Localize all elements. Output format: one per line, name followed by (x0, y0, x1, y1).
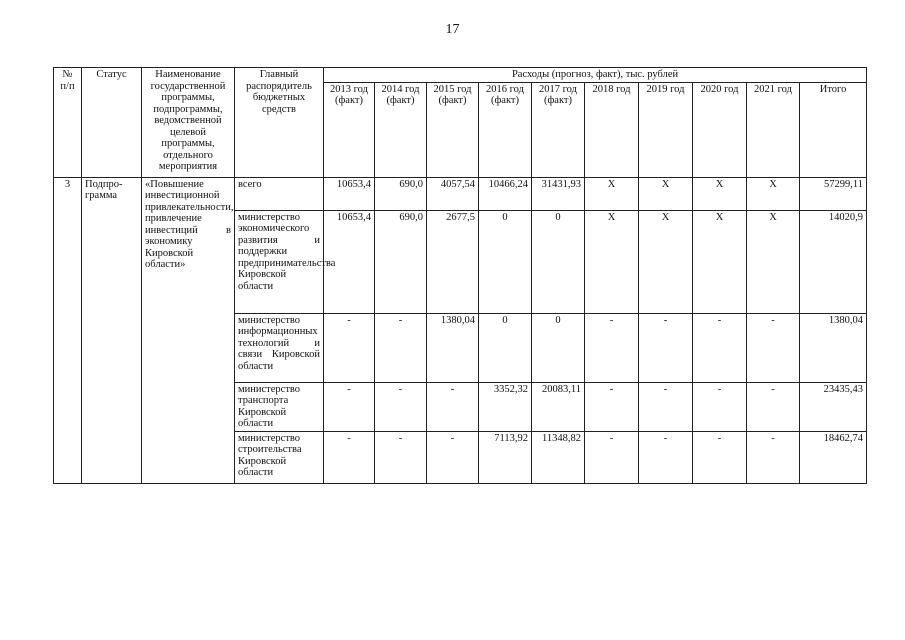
value-cell: - (585, 313, 639, 382)
value-cell: 0 (479, 210, 532, 313)
header-total: Итого (800, 82, 867, 177)
header-row (54, 68, 867, 83)
header-name: Наименование государственной программы, подпрограммы, ведомственной целевой программы, отдельного мероприятия (142, 68, 235, 178)
header-expenses: Расходы (прогноз, факт), тыс. рублей (324, 68, 867, 83)
value-cell: 3352,32 (479, 382, 532, 431)
value-cell: - (324, 382, 375, 431)
value-cell: 4057,54 (427, 177, 479, 210)
value-cell: - (747, 382, 800, 431)
budget-table (53, 67, 867, 484)
value-cell: - (747, 313, 800, 382)
row-distributor: министерство экономического развития и поддержки предпринимательства Кировской области (235, 210, 324, 313)
header-year: 2015 год (факт) (427, 82, 479, 177)
value-cell: - (639, 382, 693, 431)
value-cell: - (427, 382, 479, 431)
value-cell: 0 (532, 313, 585, 382)
value-cell: 10653,4 (324, 210, 375, 313)
header-year: 2018 год (585, 82, 639, 177)
header-year: 2016 год (факт) (479, 82, 532, 177)
header-year: 2019 год (639, 82, 693, 177)
value-cell: 2677,5 (427, 210, 479, 313)
header-year: 2014 год (факт) (375, 82, 427, 177)
value-cell: Х (639, 210, 693, 313)
header-status: Статус (82, 68, 142, 178)
program-status: Подпро-грамма (82, 177, 142, 483)
value-cell: 690,0 (375, 177, 427, 210)
value-cell: - (747, 431, 800, 483)
header-year: 2013 год (факт) (324, 82, 375, 177)
value-cell: - (324, 431, 375, 483)
value-cell: Х (747, 210, 800, 313)
value-cell: - (585, 431, 639, 483)
value-cell: 10466,24 (479, 177, 532, 210)
value-cell: - (639, 313, 693, 382)
header-num: № п/п (54, 68, 82, 178)
header-year: 2021 год (747, 82, 800, 177)
program-num: 3 (54, 177, 82, 483)
total-cell: 18462,74 (800, 431, 867, 483)
value-cell: 7113,92 (479, 431, 532, 483)
value-cell: Х (585, 177, 639, 210)
header-year: 2020 год (693, 82, 747, 177)
page-number: 17 (445, 22, 460, 37)
value-cell: - (693, 382, 747, 431)
row-distributor: министерство строительства Кировской области (235, 431, 324, 483)
total-cell: 57299,11 (800, 177, 867, 210)
value-cell: 20083,11 (532, 382, 585, 431)
header-year: 2017 год (факт) (532, 82, 585, 177)
value-cell: - (585, 382, 639, 431)
value-cell: - (324, 313, 375, 382)
program-name: «Повышение инвестиционной привлекательности, привлечение инвестиций в экономику Кировской области» (142, 177, 235, 483)
value-cell: 10653,4 (324, 177, 375, 210)
value-cell: - (427, 431, 479, 483)
row-distributor: министерство транспорта Кировской области (235, 382, 324, 431)
value-cell: - (693, 431, 747, 483)
value-cell: - (639, 431, 693, 483)
header-distributor: Главный распорядитель бюджетных средств (235, 68, 324, 178)
value-cell: 1380,04 (427, 313, 479, 382)
row-distributor: всего (235, 177, 324, 210)
value-cell: 31431,93 (532, 177, 585, 210)
value-cell: 11348,82 (532, 431, 585, 483)
total-cell: 23435,43 (800, 382, 867, 431)
value-cell: Х (693, 210, 747, 313)
value-cell: 0 (532, 210, 585, 313)
value-cell: Х (747, 177, 800, 210)
total-cell: 1380,04 (800, 313, 867, 382)
value-cell: 0 (479, 313, 532, 382)
value-cell: 690,0 (375, 210, 427, 313)
value-cell: - (375, 382, 427, 431)
value-cell: - (375, 431, 427, 483)
total-cell: 14020,9 (800, 210, 867, 313)
value-cell: Х (639, 177, 693, 210)
value-cell: - (693, 313, 747, 382)
value-cell: Х (585, 210, 639, 313)
row-distributor: министерство информационных технологий и связи Кировской области (235, 313, 324, 382)
value-cell: - (375, 313, 427, 382)
value-cell: Х (693, 177, 747, 210)
table-row (54, 177, 867, 210)
